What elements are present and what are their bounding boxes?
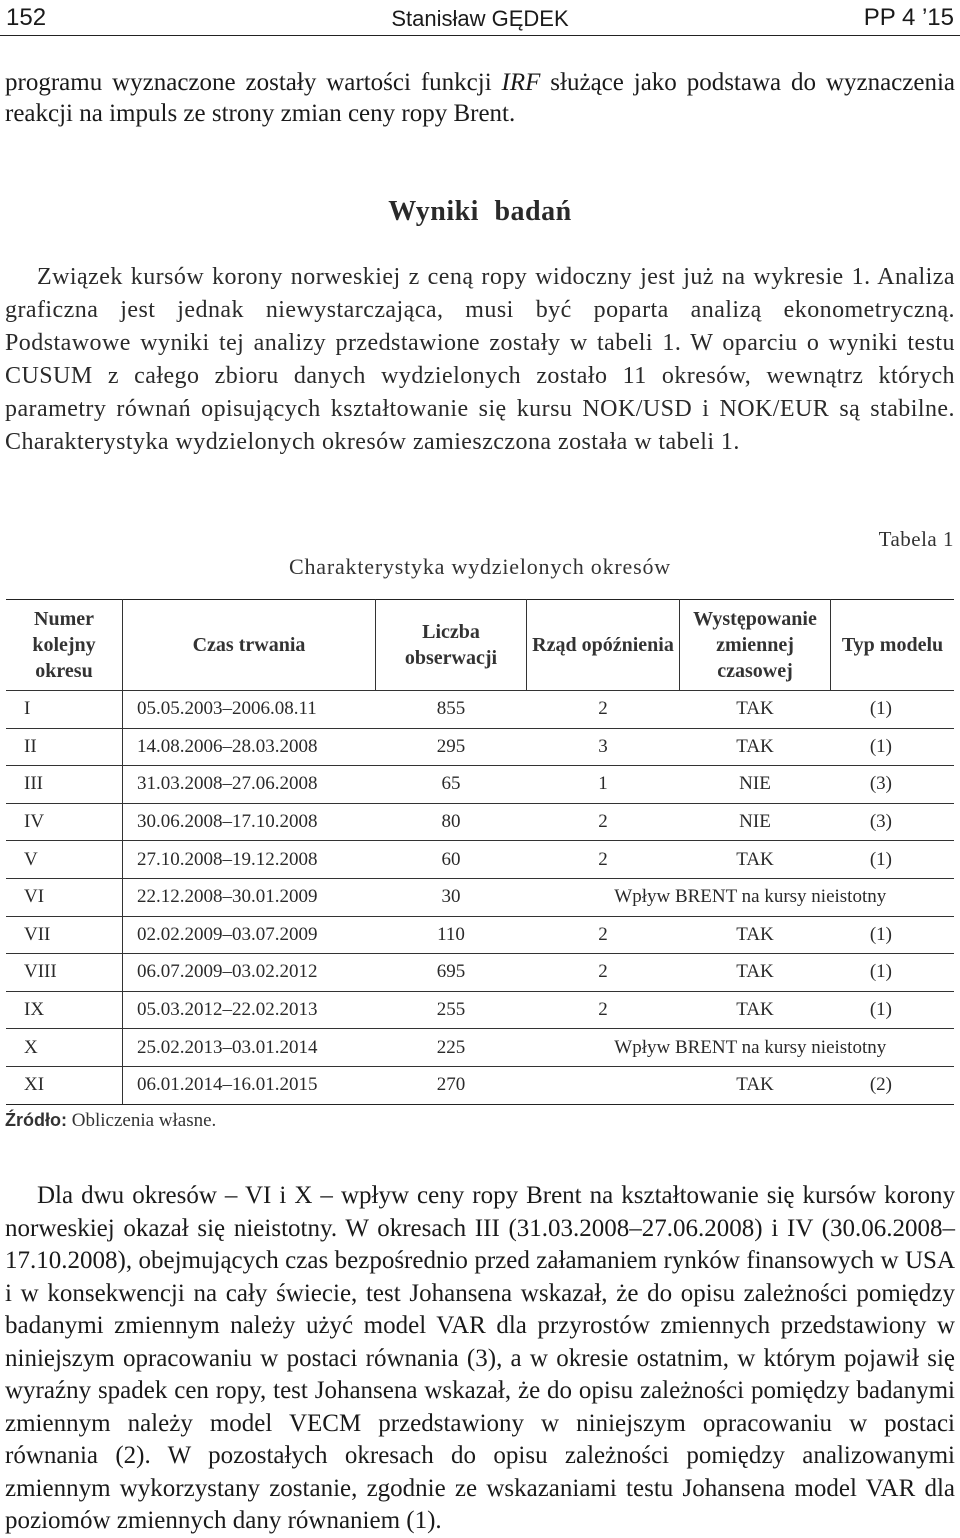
table-label: Tabela 1 <box>878 527 954 551</box>
table-header-row <box>6 600 954 691</box>
cell-model-type: (1) <box>831 691 955 729</box>
cell-model-type: (1) <box>831 841 955 879</box>
table-title: Charakterystyka wydzielonych okresów <box>289 554 671 579</box>
table-row <box>6 1029 954 1067</box>
cell-duration: 31.03.2008–27.06.2008 <box>123 766 376 804</box>
cell-model-type: (3) <box>831 766 955 804</box>
header-number: Numer kolejny okresu <box>32 608 96 682</box>
cell-duration: 14.08.2006–28.03.2008 <box>123 728 376 766</box>
periods-table <box>6 599 954 1105</box>
cell-time-variable: TAK <box>680 841 831 879</box>
discussion-paragraph <box>5 1180 955 1538</box>
cell-duration: 27.10.2008–19.12.2008 <box>123 841 376 879</box>
cell-model-type: (1) <box>831 954 955 992</box>
cell-observations: 30 <box>376 878 527 916</box>
cell-observations: 270 <box>376 1066 527 1104</box>
cell-duration: 30.06.2008–17.10.2008 <box>123 803 376 841</box>
cell-time-variable: TAK <box>680 991 831 1029</box>
header-rule <box>0 35 960 36</box>
header-lag: Rząd opóźnienia <box>527 600 680 691</box>
cell-model-type: (1) <box>831 916 955 954</box>
cell-lag: 3 <box>527 728 680 766</box>
running-head <box>6 2 954 36</box>
table-row <box>6 691 954 729</box>
cell-number: IV <box>6 803 123 841</box>
discussion-text: Dla dwu okresów – VI i X – wpływ ceny ropy Brent na kształtowanie się kursów korony norweskiej okazał się nieistotny. W okresach III (31.03.2008–27.06.2008) i IV (30.06.2008–17.10.2008), obejmujących czas bezpośrednio przed załamaniem rynków finansowych w USA i w konsekwencji na cały świecie, test Johansena wskazał, że do opisu zależności pomiędzy badanymi zmiennym należy użyć model VAR dla przyrostów zmiennych przedstawiony w niniejszym opracowaniu w postaci równania (3), a w okresie ostatnim, w którym pojawił się wyraźny spadek cen ropy, test Johansena wskazał, że do opisu zależności pomiędzy badanymi zmiennym należy model VECM przedstawiony w niniejszym opracowaniu w postaci równania (2). W pozostałych okresach do opisu zależności pomiędzy analizowanymi zmiennym wykorzystany zostanie, zgodnie ze wskazaniami testu Johansena model VAR dla poziomów zmiennych dany równaniem (1). <box>5 1182 955 1534</box>
cell-duration: 06.07.2009–03.02.2012 <box>123 954 376 992</box>
cell-model-type: (1) <box>831 991 955 1029</box>
source-text: Obliczenia własne. <box>71 1110 217 1131</box>
cell-observations: 295 <box>376 728 527 766</box>
cell-duration: 25.02.2013–03.01.2014 <box>123 1029 376 1067</box>
cell-model-type: (1) <box>831 728 955 766</box>
cell-time-variable: TAK <box>680 916 831 954</box>
cell-observations: 110 <box>376 916 527 954</box>
cell-lag: 2 <box>527 991 680 1029</box>
cell-lag: 1 <box>527 766 680 804</box>
table-source <box>5 1110 216 1132</box>
table-row <box>6 991 954 1029</box>
header-observations: Liczba obserwacji <box>376 600 527 691</box>
intro-text-italic: IRF <box>501 69 541 96</box>
cell-lag: 2 <box>527 691 680 729</box>
cell-duration: 06.01.2014–16.01.2015 <box>123 1066 376 1104</box>
cell-number: I <box>6 691 123 729</box>
cell-time-variable: NIE <box>680 766 831 804</box>
cell-duration: 05.05.2003–2006.08.11 <box>123 691 376 729</box>
results-text: Związek kursów korony norweskiej z ceną ropy widoczny jest już na wykresie 1. Analiza graficzna jest jednak niewystarczająca, musi być poparta analizą ekonometryczną. Podstawowe wyniki tej analizy przedstawione zostały w tabeli 1. W oparciu o wyniki testu CUSUM z całego zbioru danych wydzielonych zostało 11 okresów, wewnątrz których parametry równań opisujących kształtowanie się kursu NOK/USD i NOK/EUR są stabilne. Charakterystyka wydzielonych okresów zamieszczona została w tabeli 1. <box>5 264 955 455</box>
table-body <box>6 691 954 1105</box>
table-row <box>6 728 954 766</box>
cell-lag: 2 <box>527 916 680 954</box>
cell-note: Wpływ BRENT na kursy nieistotny <box>527 878 955 916</box>
cell-time-variable: TAK <box>680 1066 831 1104</box>
cell-observations: 65 <box>376 766 527 804</box>
cell-observations: 255 <box>376 991 527 1029</box>
intro-text-after: służące jako podstawa do wyznaczenia reakcji na impuls ze strony zmian ceny ropy Brent. <box>5 69 955 127</box>
table-row <box>6 1066 954 1104</box>
cell-observations: 695 <box>376 954 527 992</box>
table-row <box>6 954 954 992</box>
cell-number: III <box>6 766 123 804</box>
journal-issue: PP 4 ’15 <box>863 4 954 31</box>
cell-observations: 225 <box>376 1029 527 1067</box>
cell-number: IX <box>6 991 123 1029</box>
cell-lag: 2 <box>527 954 680 992</box>
intro-text-before: programu wyznaczone zostały wartości funkcji <box>5 69 502 96</box>
cell-time-variable: NIE <box>680 803 831 841</box>
table-row <box>6 841 954 879</box>
header-time-variable: Występowanie zmiennej czasowej <box>680 600 831 691</box>
source-label: Źródło: <box>5 1110 67 1130</box>
section-title: Wyniki badań <box>388 196 572 227</box>
cell-duration: 02.02.2009–03.07.2009 <box>123 916 376 954</box>
cell-duration: 05.03.2012–22.02.2013 <box>123 991 376 1029</box>
page-number: 152 <box>6 4 47 31</box>
cell-time-variable: TAK <box>680 954 831 992</box>
cell-duration: 22.12.2008–30.01.2009 <box>123 878 376 916</box>
cell-number: VIII <box>6 954 123 992</box>
cell-observations: 855 <box>376 691 527 729</box>
cell-number: V <box>6 841 123 879</box>
results-paragraph <box>5 261 955 459</box>
header-model-type: Typ modelu <box>831 600 955 691</box>
cell-observations: 80 <box>376 803 527 841</box>
cell-lag: 2 <box>527 803 680 841</box>
cell-model-type: (2) <box>831 1066 955 1104</box>
author-name: Stanisław GĘDEK <box>391 6 569 31</box>
cell-number: X <box>6 1029 123 1067</box>
cell-time-variable: TAK <box>680 691 831 729</box>
cell-model-type: (3) <box>831 803 955 841</box>
intro-paragraph <box>5 67 955 129</box>
table-row <box>6 803 954 841</box>
cell-observations: 60 <box>376 841 527 879</box>
cell-lag <box>527 1066 680 1104</box>
cell-time-variable: TAK <box>680 728 831 766</box>
cell-number: VII <box>6 916 123 954</box>
table-row <box>6 766 954 804</box>
cell-lag: 2 <box>527 841 680 879</box>
table-row <box>6 878 954 916</box>
header-duration: Czas trwania <box>123 600 376 691</box>
table-row <box>6 916 954 954</box>
cell-number: VI <box>6 878 123 916</box>
cell-number: XI <box>6 1066 123 1104</box>
cell-note: Wpływ BRENT na kursy nieistotny <box>527 1029 955 1067</box>
cell-number: II <box>6 728 123 766</box>
